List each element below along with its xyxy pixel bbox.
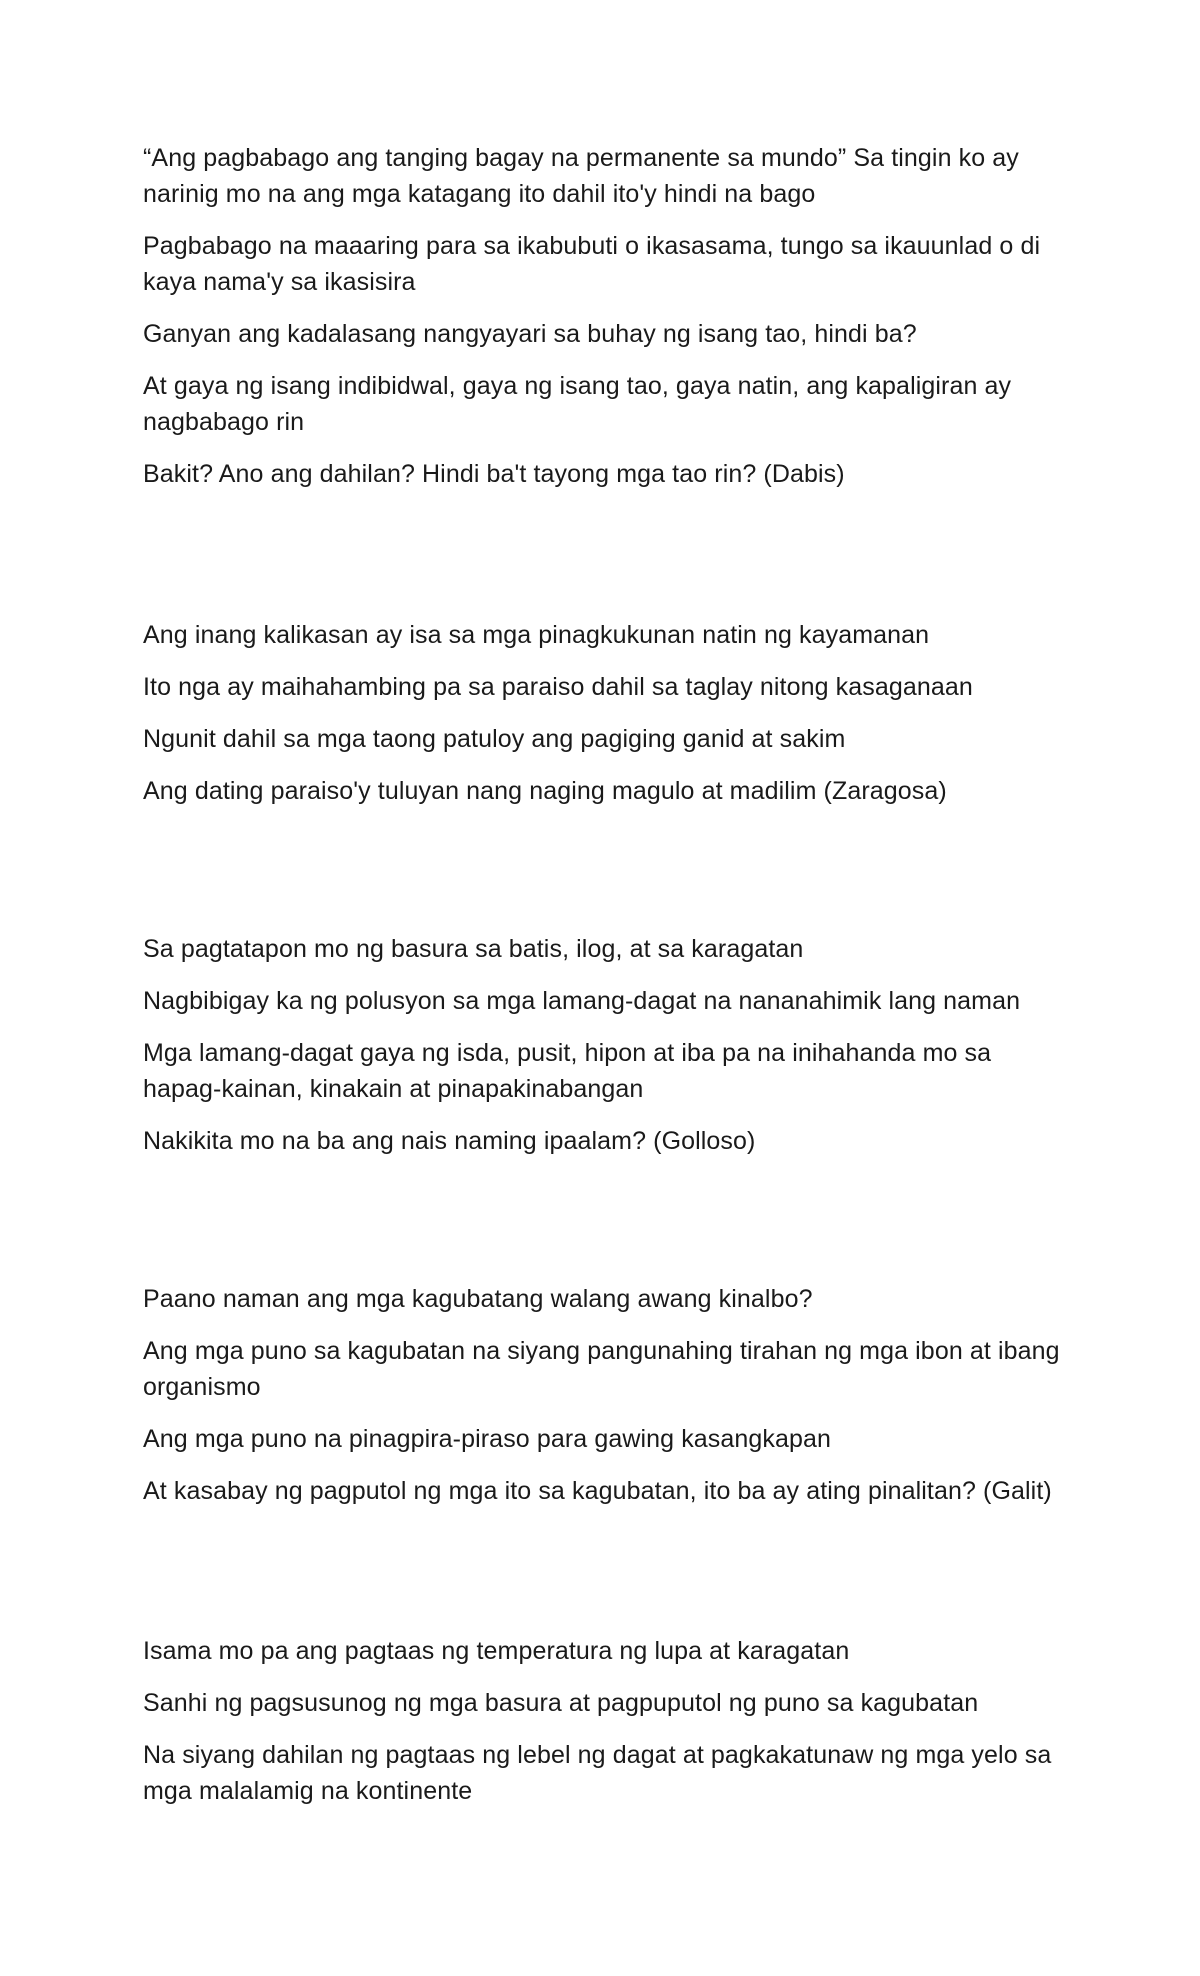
poem-line: Ganyan ang kadalasang nangyayari sa buhay ng isang tao, hindi ba? <box>143 320 917 348</box>
poem-line: Na siyang dahilan ng pagtaas ng lebel ng dagat at pagkakatunaw ng mga yelo sa mga malalamig na kontinente <box>143 1741 1052 1805</box>
poem-line: Pagbabago na maaaring para sa ikabubuti o ikasasama, tungo sa ikauunlad o di kaya nama'y sa ikasisira <box>143 232 1041 296</box>
poem-line: Ang dating paraiso'y tuluyan nang naging magulo at madilim (Zaragosa) <box>143 777 947 805</box>
stanza-galit <box>143 1281 1073 1525</box>
poem-line: “Ang pagbabago ang tanging bagay na permanente sa mundo” Sa tingin ko ay narinig mo na ang mga katagang ito dahil ito'y hindi na bago <box>143 144 1019 208</box>
stanza-dabis <box>143 140 1073 508</box>
poem-line: Paano naman ang mga kagubatang walang awang kinalbo? <box>143 1285 813 1313</box>
poem-line: Bakit? Ano ang dahilan? Hindi ba't tayong mga tao rin? (Dabis) <box>143 460 845 488</box>
poem-line: Nakikita mo na ba ang nais naming ipaalam? (Golloso) <box>143 1127 756 1155</box>
poem-line: At kasabay ng pagputol ng mga ito sa kagubatan, ito ba ay ating pinalitan? (Galit) <box>143 1477 1052 1505</box>
stanza-zaragosa <box>143 617 1073 825</box>
poem-line: Mga lamang-dagat gaya ng isda, pusit, hipon at iba pa na inihahanda mo sa hapag-kainan, kinakain at pinapakinabangan <box>143 1039 992 1103</box>
stanza-golloso <box>143 931 1073 1175</box>
poem-line: Ang mga puno na pinagpira-piraso para gawing kasangkapan <box>143 1425 832 1453</box>
poem-line: Ngunit dahil sa mga taong patuloy ang pagiging ganid at sakim <box>143 725 846 753</box>
poem-line: Isama mo pa ang pagtaas ng temperatura ng lupa at karagatan <box>143 1637 850 1665</box>
poem-line: Sanhi ng pagsusunog ng mga basura at pagpuputol ng puno sa kagubatan <box>143 1689 979 1717</box>
poem-line: At gaya ng isang indibidwal, gaya ng isang tao, gaya natin, ang kapaligiran ay nagbabago rin <box>143 372 1012 436</box>
stanza-temperatura <box>143 1633 1073 1825</box>
poem-line: Sa pagtatapon mo ng basura sa batis, ilog, at sa karagatan <box>143 935 804 963</box>
poem-line: Ito nga ay maihahambing pa sa paraiso dahil sa taglay nitong kasaganaan <box>143 673 973 701</box>
poem-line: Nagbibigay ka ng polusyon sa mga lamang-dagat na nananahimik lang naman <box>143 987 1021 1015</box>
poem-line: Ang mga puno sa kagubatan na siyang pangunahing tirahan ng mga ibon at ibang organismo <box>143 1337 1060 1401</box>
poem-line: Ang inang kalikasan ay isa sa mga pinagkukunan natin ng kayamanan <box>143 621 930 649</box>
